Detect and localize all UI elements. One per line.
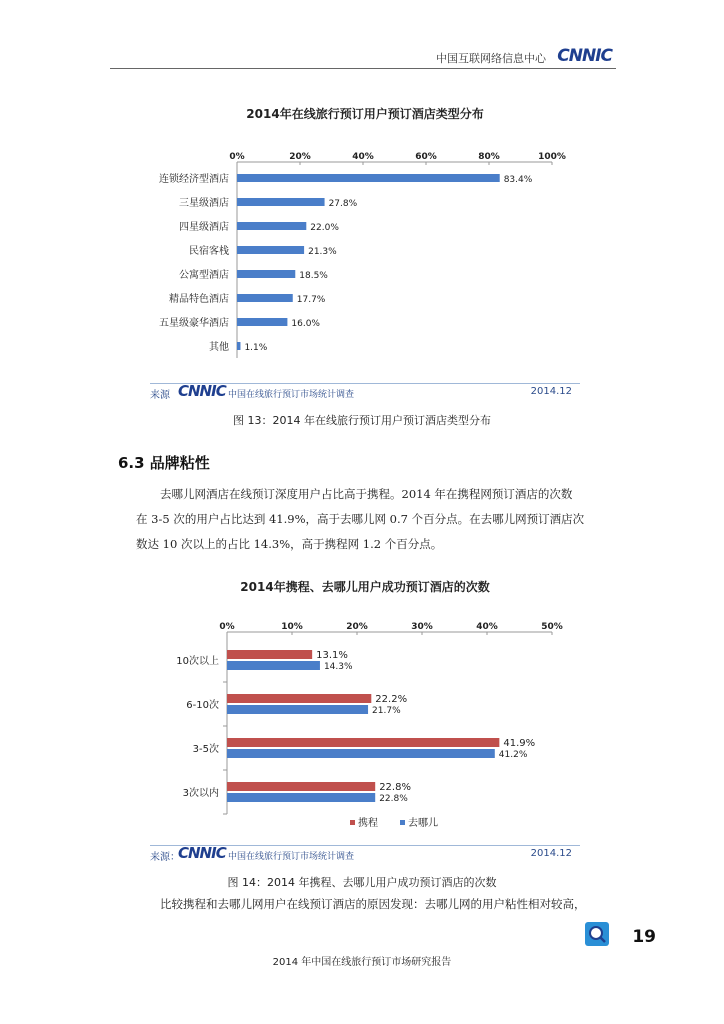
chart2-value-label: 14.3% (323, 662, 353, 672)
chart1-category-label: 连锁经济型酒店 (159, 174, 229, 185)
chart2-tick-label: 50% (541, 622, 563, 632)
trailing-paragraph: 比较携程和去哪儿网用户在线预订酒店的原因发现：去哪儿网的用户粘性相对较高， (160, 897, 586, 911)
chart2-tick-label: 20% (346, 622, 368, 632)
chart2-source-name: 中国在线旅行预订市场统计调查 (228, 852, 355, 862)
chart1-bar (237, 174, 500, 182)
para-line-1: 去哪儿网酒店在线预订深度用户占比高于携程。2014 年在携程网预订酒店的次数 (160, 487, 573, 501)
chart1-title: 2014年在线旅行预订用户预订酒店类型分布 (246, 107, 484, 121)
figure-13-caption: 图 13：2014 年在线旅行预订用户预订酒店类型分布 (233, 414, 491, 427)
chart1-bar (237, 270, 295, 278)
chart2-value-label: 22.8% (379, 782, 411, 793)
chart1-category-label: 公寓型酒店 (179, 270, 229, 281)
chart2-title: 2014年携程、去哪儿用户成功预订酒店的次数 (240, 580, 490, 594)
chart2-legend-label: 去哪儿 (408, 818, 438, 829)
header-rule (110, 68, 616, 69)
chart2-bar (227, 705, 368, 714)
chart2-tick-label: 0% (219, 622, 235, 632)
chart2-tick-label: 10% (281, 622, 303, 632)
footer-report-title: 2014 年中国在线旅行预订市场研究报告 (272, 957, 452, 968)
chart1-value-label: 83.4% (503, 175, 533, 185)
chart1-category-label: 其他 (209, 342, 229, 353)
chart2-legend-swatch (400, 820, 405, 825)
chart1-bar (237, 342, 240, 350)
chart1-panel (150, 92, 580, 402)
chart2-tick-label: 30% (411, 622, 433, 632)
magnifier-icon (585, 922, 609, 946)
chart2-category-label: 3次以内 (182, 788, 219, 799)
chart1-category-label: 精品特色酒店 (169, 294, 229, 305)
chart2-legend-label: 携程 (358, 818, 378, 829)
chart1-tick-label: 100% (538, 152, 566, 162)
chart2-category-label: 6-10次 (186, 700, 219, 711)
header-logo: CNNIC (557, 46, 612, 66)
chart1-value-label: 17.7% (296, 295, 326, 305)
chart1-value-label: 22.0% (310, 223, 339, 233)
chart1-bar (237, 294, 293, 302)
chart2-svg (150, 618, 580, 868)
chart2-source-date: 2014.12 (530, 848, 572, 859)
chart2-category-label: 3-5次 (192, 744, 219, 755)
chart1-value-label: 27.8% (328, 199, 358, 209)
chart2-value-label: 21.7% (372, 706, 401, 716)
para-line-3: 数达 10 次以上的占比 14.3%，高于携程网 1.2 个百分点。 (136, 537, 443, 551)
chart2-value-label: 22.2% (375, 694, 408, 705)
chart2-bar (227, 749, 495, 758)
chart1-bar (237, 246, 304, 254)
chart1-source-label: 来源 (150, 390, 170, 401)
chart2-bar (227, 650, 312, 659)
chart1-value-label: 1.1% (244, 343, 268, 353)
page-number: 19 (632, 927, 656, 947)
chart2-value-label: 41.9% (503, 738, 536, 749)
chart1-category-label: 民宿客栈 (189, 246, 229, 257)
chart2-value-label: 41.2% (498, 750, 528, 760)
chart1-source-name: 中国在线旅行预订市场统计调查 (228, 390, 355, 400)
section-heading: 6.3 品牌粘性 (118, 454, 210, 472)
chart2-category-label: 10次以上 (176, 656, 219, 667)
figure-14-caption: 图 14：2014 年携程、去哪儿用户成功预订酒店的次数 (227, 876, 497, 889)
chart1-bar (237, 318, 287, 326)
chart1-category-label: 五星级豪华酒店 (159, 318, 229, 329)
header-org-name: 中国互联网络信息中心 (436, 52, 546, 65)
chart2-source-logo: CNNIC (178, 844, 226, 862)
chart1-value-label: 21.3% (308, 247, 337, 257)
chart1-tick-label: 20% (289, 152, 311, 162)
chart2-panel (150, 570, 580, 870)
chart1-tick-label: 40% (352, 152, 374, 162)
chart2-bar (227, 661, 320, 670)
chart2-tick-label: 40% (476, 622, 498, 632)
chart1-tick-label: 0% (229, 152, 245, 162)
para-line-2: 在 3-5 次的用户占比达到 41.9%，高于去哪儿网 0.7 个百分点。在去哪儿网预订酒店次 (136, 512, 585, 526)
chart1-category-label: 三星级酒店 (179, 198, 229, 209)
chart1-bar (237, 198, 325, 206)
chart1-source-logo: CNNIC (178, 382, 226, 400)
chart2-bar (227, 738, 499, 747)
chart1-bar (237, 222, 306, 230)
chart2-value-label: 13.1% (316, 650, 348, 661)
chart2-value-label: 22.8% (379, 794, 408, 804)
chart1-tick-label: 60% (415, 152, 437, 162)
chart1-value-label: 16.0% (291, 319, 320, 329)
chart2-bar (227, 694, 371, 703)
chart1-tick-label: 80% (478, 152, 500, 162)
chart1-value-label: 18.5% (299, 271, 328, 281)
chart2-source-label: 来源： (150, 852, 180, 863)
chart2-legend-swatch (350, 820, 355, 825)
chart1-category-label: 四星级酒店 (179, 222, 229, 233)
chart2-bar (227, 782, 375, 791)
chart2-bar (227, 793, 375, 802)
chart1-source-date: 2014.12 (530, 386, 572, 397)
